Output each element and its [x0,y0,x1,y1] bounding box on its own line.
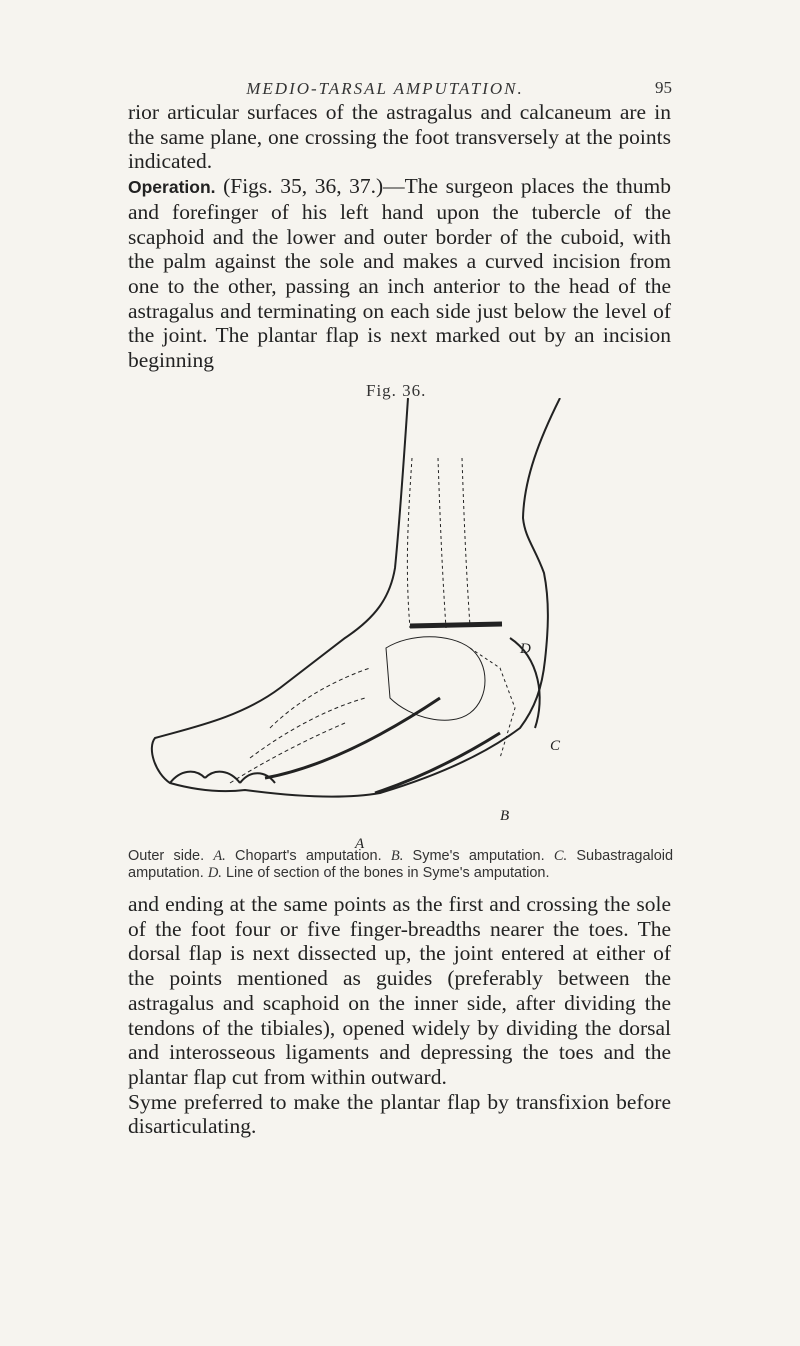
running-title: MEDIO-TARSAL AMPUTATION. [246,79,524,98]
foot-figure [150,398,580,853]
letter-d: D [520,641,531,657]
caption-text-c: Subastragaloid amputation. [128,848,674,881]
caption-text-d: Line of section of the bones in Syme's amputation. [225,865,550,881]
paragraph-2-body: and ending at the same points as the first and crossing the sole of the foot four or five finger-breadths nearer the toes. The dorsal flap is next dissected up, the joint entered at either of the points mentioned as guides (preferably between the astragalus and scaphoid on the inner side, after dividing the tendons of the tibiales), opened widely by dividing the dorsal and interosseous ligaments and depressing the toes and the plantar flap cut from within outward. [128,892,671,1089]
figure-label: Fig. 36. [366,381,427,400]
line-b [375,733,500,793]
line-d [410,624,502,626]
letter-b: B [500,808,510,824]
figure-caption [128,848,673,882]
caption-key-d: D. [207,865,222,881]
letter-c: C [550,738,561,754]
paragraph-1-body: (Figs. 35, 36, 37.)—The surgeon places the thumb and forefinger of his left hand upon the tubercle of the scaphoid and the lower and outer border of the cuboid, with the palm against the sole and makes a curved incision from one to the other, passing an inch anterior to the head of the astragalus and terminating on each side just below the level of the joint. The plantar flap is next marked out by an incision beginning [128,174,672,373]
foot-illustration [150,398,580,853]
letter-a: A [355,836,365,852]
operation-heading: Operation. [128,177,216,198]
leg-outline [152,398,560,797]
page-number: 95 [655,78,672,97]
paragraph-1 [128,100,671,373]
paragraph-1-continued: rior articular surfaces of the astragalus and calcaneum are in the same plane, one crossing the foot transversely at the points indicated. [128,100,671,174]
caption-key-a: A. [213,848,226,864]
caption-intro: Outer side. [128,848,205,864]
caption-text-b: Syme's amputation. [412,848,545,864]
caption-key-c: C. [553,848,568,864]
paragraph-2-closing: Syme preferred to make the plantar flap by transfixion before disarticulating. [128,1089,671,1139]
paragraph-2 [128,892,671,1139]
caption-text-a: Chopart's amputation. [235,848,382,864]
caption-key-b: B. [390,848,404,864]
line-a [265,698,440,778]
